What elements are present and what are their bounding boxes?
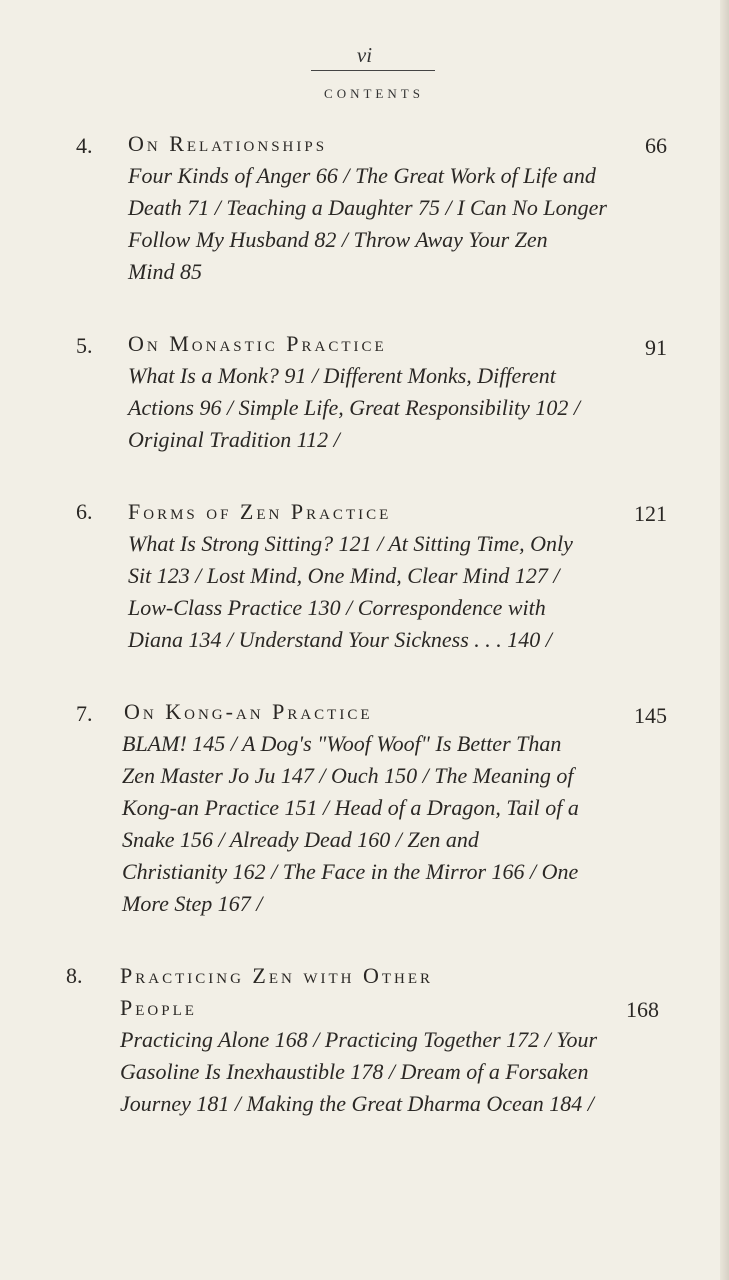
entry-line: What Is Strong Sitting? 121 / At Sitting Time, Only — [128, 531, 573, 556]
chapter-title: Practicing Zen with Other — [120, 963, 434, 988]
chapter-entries — [128, 360, 688, 456]
entry-line: Kong-an Practice 151 / Head of a Dragon, Tail of a — [122, 795, 579, 820]
chapter-number: 7. — [76, 701, 93, 726]
entry-line: What Is a Monk? 91 / Different Monks, Different — [128, 363, 556, 388]
chapter-title: On Monastic Practice — [128, 331, 387, 356]
header-rule — [311, 70, 435, 71]
chapter-number: 8. — [66, 963, 83, 988]
entry-line: More Step 167 / — [122, 891, 263, 916]
chapter-page: 66 — [645, 133, 667, 158]
chapter-title-continued: People — [120, 995, 197, 1020]
chapter-entries — [122, 728, 682, 920]
chapter-title: Forms of Zen Practice — [128, 499, 392, 524]
chapter-title: On Relationships — [128, 131, 328, 156]
entry-line: Zen Master Jo Ju 147 / Ouch 150 / The Meaning of — [122, 763, 574, 788]
chapter-page: 168 — [626, 997, 659, 1022]
chapter-entries — [128, 160, 688, 288]
entry-line: Mind 85 — [128, 259, 202, 284]
entry-line: Gasoline Is Inexhaustible 178 / Dream of a Forsaken — [120, 1059, 589, 1084]
entry-line: Christianity 162 / The Face in the Mirror 166 / One — [122, 859, 579, 884]
chapter-number: 4. — [76, 133, 93, 158]
entry-line: Journey 181 / Making the Great Dharma Ocean 184 / — [120, 1091, 594, 1116]
entry-line: Original Tradition 112 / — [128, 427, 340, 452]
entry-line: Low-Class Practice 130 / Correspondence with — [128, 595, 546, 620]
chapter-title: On Kong-an Practice — [124, 699, 373, 724]
chapter-entries — [120, 1024, 680, 1120]
chapter-page: 121 — [634, 501, 667, 526]
entry-line: Death 71 / Teaching a Daughter 75 / I Can No Longer — [128, 195, 607, 220]
chapter-entries — [128, 528, 688, 656]
running-head: CONTENTS — [324, 86, 424, 101]
chapter-page: 145 — [634, 703, 667, 728]
entry-line: Four Kinds of Anger 66 / The Great Work of Life and — [128, 163, 596, 188]
entry-line: Actions 96 / Simple Life, Great Responsibility 102 / — [128, 395, 580, 420]
page-number: vi — [356, 43, 373, 67]
chapter-page: 91 — [645, 335, 667, 360]
entry-line: Diana 134 / Understand Your Sickness . . . 140 / — [128, 627, 552, 652]
entry-line: Snake 156 / Already Dead 160 / Zen and — [122, 827, 479, 852]
chapter-number: 5. — [76, 333, 93, 358]
entry-line: Sit 123 / Lost Mind, One Mind, Clear Mind 127 / — [128, 563, 560, 588]
entry-line: BLAM! 145 / A Dog's "Woof Woof" Is Better Than — [122, 731, 562, 756]
entry-line: Follow My Husband 82 / Throw Away Your Zen — [128, 227, 548, 252]
page-edge — [720, 0, 729, 1280]
entry-line: Practicing Alone 168 / Practicing Together 172 / Your — [120, 1027, 598, 1052]
chapter-number: 6. — [76, 499, 93, 524]
